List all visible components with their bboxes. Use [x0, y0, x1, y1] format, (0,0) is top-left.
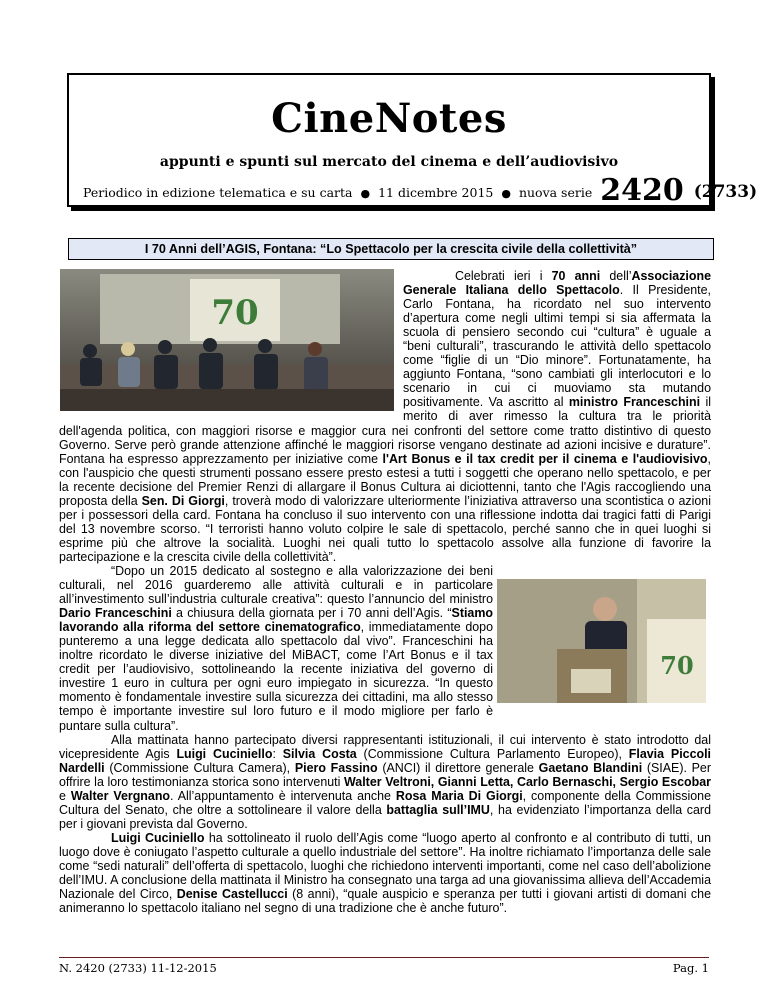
- bold-text-run: Gaetano Blandini: [538, 760, 643, 775]
- text-run: , troverà modo di valorizzare ulteriormente l’iniziativa attraverso una scontistica o azioni per i possessori della card. Fontana ha concluso il suo intervento con una riflessione indotta dai tragici fatti di Parigi del 13 novembre scorso. “I terroristi hanno voluto colpire le sale di spettacolo, perché sanno che in quei luoghi si esprime più che altrove la socialità. Luoghi nei quali tutto lo spettacolo assolve alla funzione di favorire la partecipazione e la crescita civile della collettività”.: [59, 493, 711, 564]
- bold-text-run: battaglia sull’IMU: [386, 802, 490, 817]
- text-run: (ANCI) il direttore generale: [377, 760, 539, 775]
- bold-text-run: l'Art Bonus e il tax credit per il cinema e l'audiovisivo: [382, 451, 708, 466]
- article-headline: I 70 Anni dell’AGIS, Fontana: “Lo Spettacolo per la crescita civile della collettività”: [68, 238, 714, 260]
- bold-text-run: Luigi Cuciniello: [176, 746, 273, 761]
- issue-number: 2420: [600, 173, 684, 208]
- text-run: e: [59, 788, 71, 803]
- text-run: . Il Presidente, Carlo Fontana, ha ricordato nel suo intervento d’apertura come negli ultimi tempi si sia affermata la scuola di pensiero secondo cui “cultura” è uguale a “beni culturali”, trascurando le attività dello spettacolo come “figlie di un “Dio minore”. Fortunatamente, ha aggiunto Fontana, “sono cambiati gli interlocutori e lo scenario in cui ci muoviamo sta mutando positivamente. Va ascritto al: [403, 283, 711, 410]
- text-run: (Commissione Cultura Camera),: [104, 760, 295, 775]
- footer-issue-info: N. 2420 (2733) 11-12-2015: [59, 961, 217, 975]
- bold-text-run: Associazione Generale Italiana dello Spettacolo: [403, 269, 711, 298]
- agis-70-logo: 70: [660, 651, 694, 680]
- bullet-icon: ●: [501, 187, 511, 200]
- text-run: (SIAE). Per offrire la loro testimonianza storica sono intervenuti: [59, 760, 711, 789]
- text-run: Alla mattinata hanno partecipato diversi rappresentanti istituzionali, il cui intervento è stato introdotto dal vicepresidente Agis: [59, 732, 711, 761]
- bold-text-run: Stiamo lavorando alla riforma del settore cinematografico: [59, 606, 493, 635]
- agis-70-logo: 70: [211, 293, 259, 333]
- bold-text-run: 70 anni: [551, 269, 601, 283]
- article-paragraph: [59, 733, 711, 831]
- bold-text-run: Walter Veltroni, Gianni Letta, Carlo Bernaschi, Sergio Escobar: [344, 774, 711, 789]
- text-run: “Dopo un 2015 dedicato al sostegno e alla valorizzazione dei beni culturali, nel 2016 guarderemo alle attività culturali e in particolare all’investimento sull’industria culturale creativa”: questo l’annuncio del ministro: [59, 563, 493, 607]
- text-run: ha sottolineato il ruolo dell’Agis come “luogo aperto al confronto e al contributo di tutti, un luogo dove è coniugato l’aspetto culturale a quello industriale del settore”. Ha inoltre richiamato l’importanza delle sale come “sedi naturali” dell’offerta di spettacolo, luoghi che richiedono interventi importanti, come nel caso dell’abolizione dell’IMU. A conclusione della mattinata il Ministro ha consegnato una targa ad una giovanissima allieva dell’Accademia Nazionale del Circo,: [59, 830, 711, 902]
- bold-text-run: Sen. Di Giorgi: [141, 493, 225, 508]
- text-run: il merito di aver rimesso la cultura tra le priorità dell'agenda politica, con maggiori risorse e maggior cura nei confronti del settore come tratto distintivo di questo Governo. Serve però grande attenzione affinché le maggiori risorse vengano destinate ad azioni incisive e durature”. Fontana ha espresso apprezzamento per iniziative come: [59, 395, 712, 466]
- text-run: :: [272, 746, 283, 761]
- bold-text-run: Luigi Cuciniello: [111, 830, 205, 845]
- text-run: a chiusura della giornata per i 70 anni dell’Agis. “: [171, 606, 452, 621]
- text-run: (Commissione Cultura Parlamento Europeo),: [356, 746, 629, 761]
- bold-text-run: ministro Franceschini: [568, 395, 701, 410]
- bold-text-run: Rosa Maria Di Giorgi: [395, 788, 523, 803]
- text-run: dell’: [600, 269, 632, 283]
- text-run: (8 anni), “quale auspicio e speranza per tutti i giovani artisti di domani che animeranno lo spettacolo italiano nel segno di una tradizione che è anche futuro”.: [59, 887, 711, 916]
- text-run: , ha evidenziato l’importanza della card per i giovani prevista dal Governo.: [59, 802, 711, 831]
- newsletter-title: CineNotes: [271, 95, 507, 142]
- text-run: Celebrati ieri i: [455, 269, 552, 283]
- bold-text-run: Silvia Costa: [282, 746, 357, 761]
- text-run: , componente della Commissione Cultura del Senato, che oltre a sottolineare il valore della: [59, 788, 711, 817]
- text-run: , immediatamente dopo punteremo a una legge dedicata allo spettacolo dal vivo”. Franceschini ha inoltre ricordato le diverse iniziative del MiBACT, come l’Art Bonus e il tax credit per l’audiovisivo, sottolineando la recente iniziativa del governo di investire 1 euro in cultura per ogni euro impiegato in sicurezza. “In questo momento è fondamentale investire sulla sicurezza dei cittadini, ma allo stesso tempo è importante investire sul loro futuro e il modo migliore per farlo è puntare sulla cultura”.: [59, 620, 493, 733]
- serie-label: nuova serie: [518, 185, 593, 200]
- bold-text-run: Flavia Piccoli Nardelli: [59, 746, 712, 775]
- article-paragraph: [59, 831, 711, 915]
- masthead: [67, 73, 758, 208]
- issue-info-line: [83, 173, 757, 208]
- text-run: . All’appuntamento è intervenuta anche: [170, 788, 396, 803]
- bold-text-run: Denise Castellucci: [176, 887, 288, 902]
- old-issue-number: (2733): [693, 182, 758, 202]
- issue-date: 11 dicembre 2015: [378, 185, 494, 200]
- bold-text-run: Dario Franceschini: [59, 606, 172, 621]
- periodico-label: Periodico in edizione telematica e su carta: [83, 185, 353, 200]
- newsletter-subtitle: appunti e spunti sul mercato del cinema e dell’audiovisivo: [159, 154, 619, 170]
- footer-divider: [59, 957, 709, 958]
- article-body: [59, 269, 711, 915]
- bold-text-run: Piero Fassino: [294, 760, 378, 775]
- text-run: , con l'auspicio che questi strumenti possano essere presto estesi a tutti i soggetti che operano nello spettacolo, e per la recente decisione del Premier Renzi di allargare il Bonus Cultura ai diciottenni, tanto che l'Agis raccogliendo una proposta della: [59, 451, 711, 508]
- bold-text-run: Walter Vergnano: [70, 788, 171, 803]
- page-number: Pag. 1: [672, 961, 709, 975]
- page-footer: [59, 961, 709, 975]
- bullet-icon: ●: [360, 187, 371, 200]
